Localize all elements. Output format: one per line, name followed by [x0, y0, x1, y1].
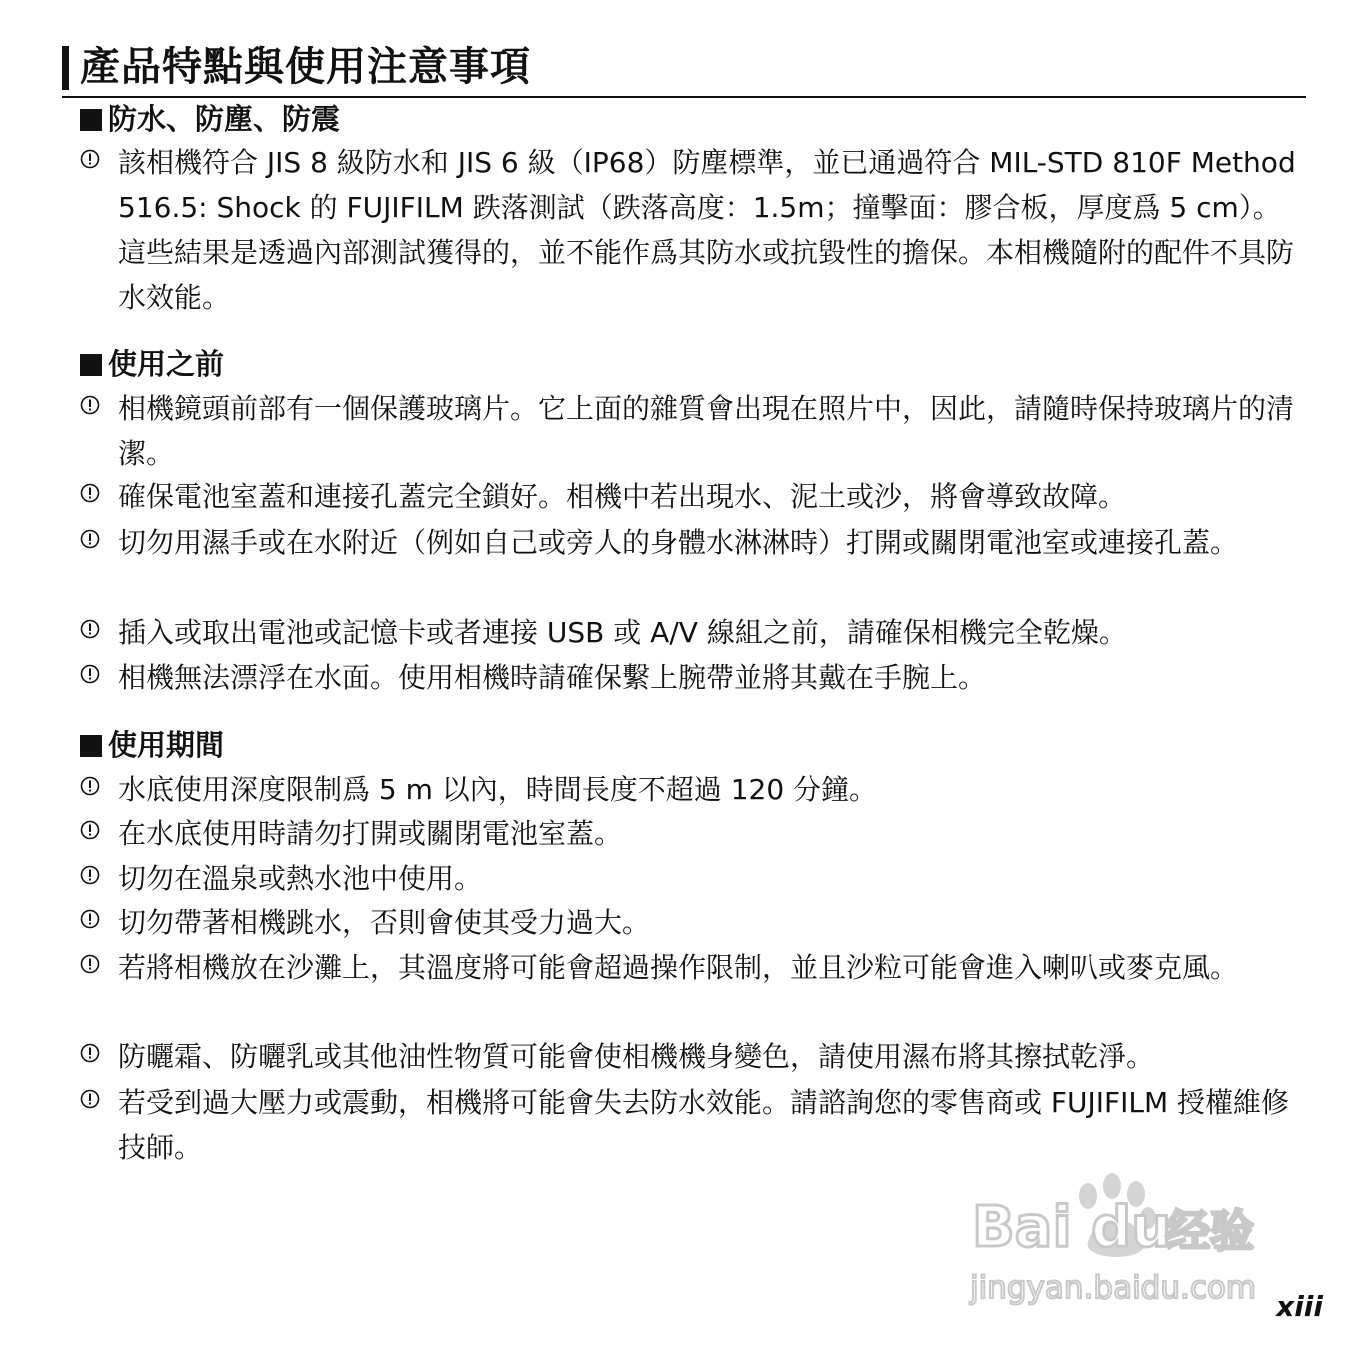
watermark-brand: Bai du — [972, 1195, 1172, 1260]
square-bullet-icon — [80, 109, 102, 131]
section-heading-text: 使用期間 — [108, 728, 225, 762]
item-text: 若受到過大壓力或震動，相機將可能會失去防水效能。請諮詢您的零售商或 FUJIFILM 授權維修技師。 — [118, 1086, 1290, 1164]
item-text: 切勿帶著相機跳水，否則會使其受力過大。 — [118, 906, 651, 939]
watermark-url: jingyan.baidu.com — [970, 1270, 1257, 1306]
caution-icon — [80, 664, 100, 684]
section-heading-waterproof — [80, 101, 340, 137]
square-bullet-icon — [80, 354, 102, 376]
section-heading-text: 使用之前 — [108, 347, 225, 381]
caution-icon — [80, 776, 100, 796]
item-text: 防曬霜、防曬乳或其他油性物質可能會使相機機身變色，請使用濕布將其擦拭乾淨。 — [118, 1040, 1155, 1073]
caution-icon — [80, 619, 100, 639]
item-text: 該相機符合 JIS 8 級防水和 JIS 6 級（IP68）防塵標準，並已通過符合 MIL-STD 810F Method 516.5: Shock 的 FUJIFILM 跌落測試（跌落高度：1.5m；撞擊面：膠合板，厚度爲 5 cm）。這些結果是透過內部測試獲得的，並不能作爲其防水或抗毀性的擔保。本相機隨附的配件不具防水效能。 — [118, 146, 1296, 314]
caution-icon — [80, 954, 100, 974]
section-heading-text: 防水、防塵、防震 — [108, 102, 341, 136]
item-text: 在水底使用時請勿打開或關閉電池室蓋。 — [118, 817, 623, 850]
item-text: 確保電池室蓋和連接孔蓋完全鎖好。相機中若出現水、泥土或沙，將會導致故障。 — [118, 480, 1127, 513]
page-number: xiii — [1276, 1290, 1323, 1323]
caution-icon — [80, 529, 100, 549]
caution-icon — [80, 865, 100, 885]
item-text: 相機無法漂浮在水面。使用相機時請確保繫上腕帶並將其戴在手腕上。 — [118, 661, 987, 694]
caution-icon — [80, 1089, 100, 1109]
page-title: 產品特點與使用注意事項 — [80, 44, 531, 90]
item-text: 相機鏡頭前部有一個保護玻璃片。它上面的雜質會出現在照片中，因此，請隨時保持玻璃片的清潔。 — [118, 392, 1295, 470]
section-heading-before-use — [80, 346, 224, 382]
item-text: 插入或取出電池或記憶卡或者連接 USB 或 A/V 線組之前，請確保相機完全乾燥。 — [118, 616, 1127, 649]
section-heading-during-use — [80, 727, 224, 763]
caution-icon — [80, 1043, 100, 1063]
watermark-cn: 经验 — [1166, 1206, 1254, 1257]
baidu-watermark-logo — [966, 1150, 1286, 1310]
item-text: 切勿在溫泉或熱水池中使用。 — [118, 862, 483, 895]
item-text: 若將相機放在沙灘上，其溫度將可能會超過操作限制，並且沙粒可能會進入喇叭或麥克風。 — [118, 951, 1239, 984]
caution-icon — [80, 820, 100, 840]
title-block — [62, 44, 1306, 98]
item-text: 水底使用深度限制爲 5 m 以內，時間長度不超過 120 分鐘。 — [118, 773, 878, 806]
caution-icon — [80, 149, 100, 169]
title-accent-bar — [62, 46, 69, 90]
caution-icon — [80, 909, 100, 929]
item-text: 切勿用濕手或在水附近（例如自己或旁人的身體水淋淋時）打開或關閉電池室或連接孔蓋。 — [118, 526, 1239, 559]
square-bullet-icon — [80, 735, 102, 757]
caution-icon — [80, 395, 100, 415]
caution-icon — [80, 483, 100, 503]
